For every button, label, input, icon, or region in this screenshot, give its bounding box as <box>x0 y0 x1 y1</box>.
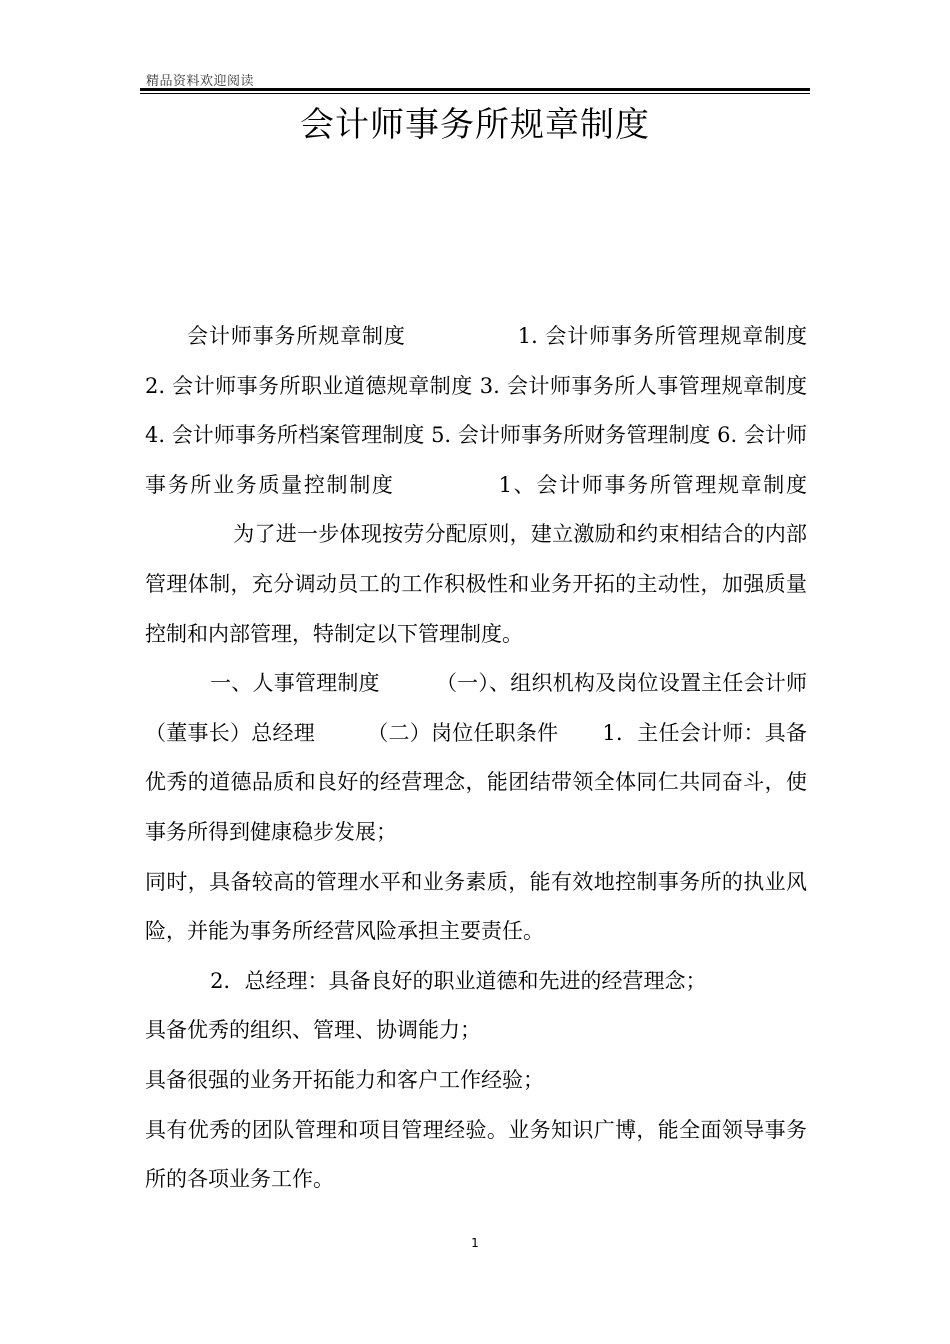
paragraph-1-segment-4: 为了进一步体现按劳分配原则，建立激励和约束相结合的内部管理体制，充分调动员工的工作积极性和业务开拓的主动性，加强质量控制和内部管理，特制定以下管理制度。 <box>145 522 807 646</box>
paragraph-3: 同时，具备较高的管理水平和业务素质，能有效地控制事务所的执业风险，并能为事务所经营风险承担主要责任。 <box>145 869 807 944</box>
document-body <box>145 312 807 1205</box>
paragraph-2-segment-2: （一）、组织机构及岗位设置主任会计师（董事长）总经理 <box>145 671 808 745</box>
page-header-text: 精品资料欢迎阅读 <box>146 74 255 89</box>
paragraph-1-segment-2: 1. 会计师事务所管理规章制度 2. 会计师事务所职业道德规章制度 3. 会计师事务所人事管理规章制度 4. 会计师事务所档案管理制度 5. 会计师事务所财务管理制度 6. 会计师事务所业务质量控制制度 <box>145 324 807 497</box>
paragraph-2-segment-4: 1．主任会计师：具备优秀的道德品质和良好的经营理念，能团结带领全体同仁共同奋斗，使事务所得到健康稳步发展； <box>145 720 807 844</box>
paragraph-5: 具备优秀的组织、管理、协调能力； <box>145 1018 481 1043</box>
paragraph-1-segment-1: 会计师事务所规章制度 <box>187 324 406 348</box>
paragraph-1-segment-3: 1、会计师事务所管理规章制度 <box>498 472 807 497</box>
header-rule-thin <box>140 93 810 94</box>
paragraph-1 <box>145 312 807 659</box>
paragraph-7: 具有优秀的团队管理和项目管理经验。业务知识广博，能全面领导事务所的各项业务工作。 <box>145 1117 807 1192</box>
header-rule-thick <box>140 88 810 91</box>
document-title: 会计师事务所规章制度 <box>300 105 650 145</box>
paragraph-2 <box>145 659 807 857</box>
paragraph-6: 具备很强的业务开拓能力和客户工作经验； <box>145 1067 544 1092</box>
page-number: 1 <box>471 1236 479 1250</box>
paragraph-2-segment-3: （二）岗位任职条件 <box>366 720 559 745</box>
paragraph-4: 2．总经理：具备良好的职业道德和先进的经营理念； <box>210 968 707 993</box>
paragraph-2-segment-1: 一、人事管理制度 <box>210 671 380 696</box>
